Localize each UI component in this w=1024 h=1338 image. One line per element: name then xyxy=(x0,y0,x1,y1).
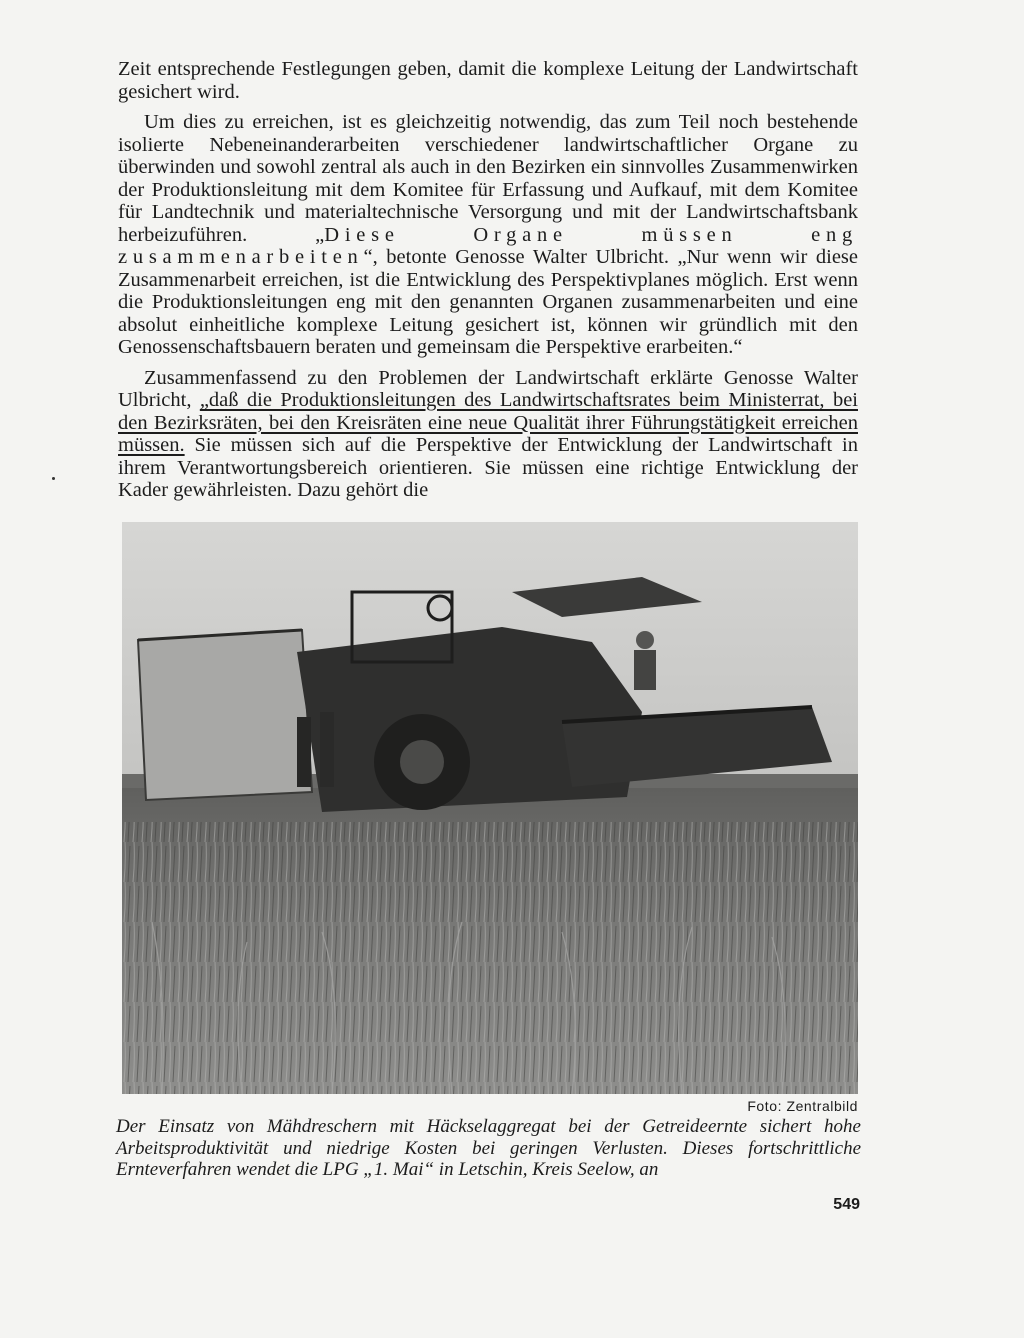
body-text xyxy=(118,58,858,510)
underlined-quote: „daß die Produktionsleitungen des Landwirtschaftsrates beim Ministerrat, bei den Bezirksräten, bei den Kreisräten eine neue Qualität ihrer Führungstätigkeit erreichen müssen. xyxy=(118,389,858,456)
paragraph-2-part-a: Um dies zu erreichen, ist es gleichzeitig notwendig, das zum Teil noch bestehende isolierte Nebeneinanderarbeiten verschiedener landwirtschaftlicher Organe zu überwinden und sowohl zentral als auch in den Bezirken ein sinnvolles Zusammenwirken der Produktionsleitung mit dem Komitee für Erfassung und Aufkauf, mit dem Komitee für Landtechnik und materialtechnische Versorgung und mit der Landwirtschaftsbank herbeizuführen. „ xyxy=(118,111,858,246)
print-speck xyxy=(52,477,55,480)
paragraph-1: Zeit entsprechende Festlegungen geben, damit die komplexe Leitung der Landwirtschaft gesichert wird. xyxy=(118,58,858,103)
spaced-quote: Diese Organe müssen eng zusammenarbeiten xyxy=(118,223,858,268)
photo-caption: Der Einsatz von Mähdreschern mit Häckselaggregat bei der Getreideernte sichert hohe Arbeitsproduktivität und niedrige Kosten bei geringen Verlusten. Dieses fortschrittliche Ernteverfahren wendet die LPG „1. Mai“ in Letschin, Kreis Seelow, an xyxy=(116,1116,861,1180)
paragraph-3-part-a: Zusammenfassend zu den Problemen der Landwirtschaft erklärte Genosse Walter Ulbricht, xyxy=(118,366,858,411)
paragraph-2-part-b: “, betonte Genosse Walter Ulbricht. „Nur wenn wir diese Zusammenarbeit erreichen, ist die Entwicklung des Perspektivplanes möglich. Erst wenn die Produktionsleitungen eng mit den genannten Organen zusammenarbeiten und eine absolut einheitliche komplexe Leitung gesichert ist, können wir gründlich mit den Genossenschaftsbauern beraten und gemeinsam die Perspektive erarbeiten.“ xyxy=(118,246,858,358)
paragraph-2 xyxy=(118,111,858,359)
photo-credit: Foto: Zentralbild xyxy=(747,1098,858,1114)
combine-harvester-photo xyxy=(122,522,858,1094)
paragraph-3 xyxy=(118,367,858,502)
page-number: 549 xyxy=(833,1196,860,1213)
paragraph-3-part-b: Sie müssen sich auf die Perspektive der Entwicklung der Landwirtschaft in ihrem Verantwortungsbereich orientieren. Sie müssen eine richtige Entwicklung der Kader gewährleisten. Dazu gehört die xyxy=(118,434,858,501)
